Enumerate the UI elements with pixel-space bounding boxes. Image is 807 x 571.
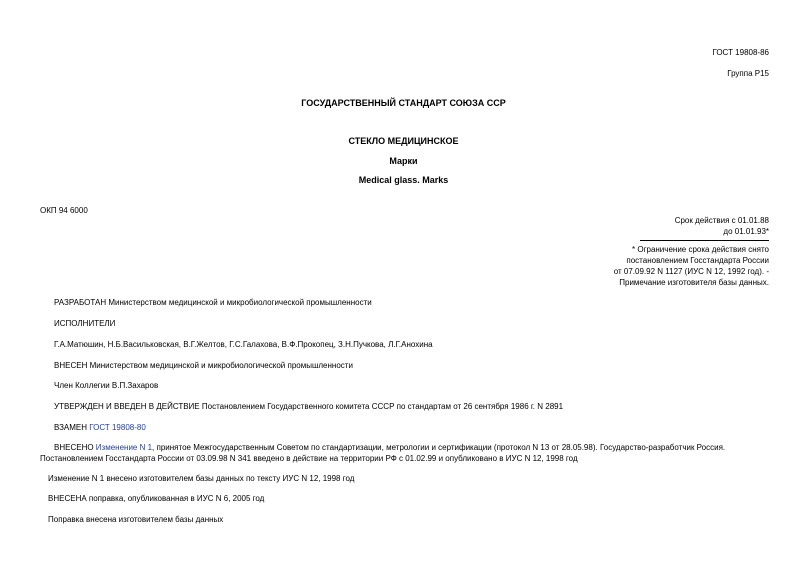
developed-by: РАЗРАБОТАН Министерством медицинской и микробиологической промышленности [54,298,372,307]
amendment-prefix: ВНЕСЕНО [54,443,96,452]
amendment-link[interactable]: Изменение N 1 [95,443,153,452]
footnote-line: постановлением Госстандарта России [626,256,769,265]
validity-from: Срок действия с 01.01.88 [674,216,769,225]
document-code: ГОСТ 19808-86 [712,48,769,57]
amendment-statement [40,442,768,464]
replaced-standard-link[interactable]: ГОСТ 19808-80 [89,423,146,432]
correction-note: ВНЕСЕНА поправка, опубликованная в ИУС N 6, 2005 год [48,494,265,503]
replaces-statement [54,422,146,433]
validity-to: до 01.01.93* [723,227,769,236]
document-group: Группа Р15 [727,69,769,78]
approved-statement: УТВЕРЖДЕН И ВВЕДЕН В ДЕЙСТВИЕ Постановлением Государственного комитета СССР по стандартам от 26 сентября 1986 г. N 2891 [54,402,564,411]
correction-applied-note: Поправка внесена изготовителем базы данных [48,515,224,524]
amendment-text: , принятое Межгосударственным Советом по стандартизации, метрологии и сертификации (протокол N 13 от 28.05.98). Государство-разработчик Россия. Постановлением Госстандарта России от 03.09.98 N 341 введено в действие на территории РФ с 01.02.99 и опубликовано в ИУС N 12, 1998 год [40,443,726,463]
footnote-divider [640,240,769,241]
footnote-line: от 07.09.92 N 1127 (ИУС N 12, 1992 год). - [613,267,769,276]
board-member: Член Коллегии В.П.Захаров [54,381,159,390]
performers-list: Г.А.Матюшин, Н.Б.Васильковская, В.Г.Желтов, Г.С.Галахова, В.Ф.Прокопец, З.Н.Пучкова, Л.Г.Анохина [54,340,433,349]
footnote-line: Примечание изготовителя базы данных. [619,278,769,287]
performers-label: ИСПОЛНИТЕЛИ [54,319,116,328]
introduced-by: ВНЕСЕН Министерством медицинской и микробиологической промышленности [54,361,353,370]
standard-title: ГОСУДАРСТВЕННЫЙ СТАНДАРТ СОЮЗА ССР [301,98,506,108]
document-title-english: Medical glass. Marks [358,175,449,185]
okp-code: ОКП 94 6000 [40,206,88,215]
replaces-prefix: ВЗАМЕН [54,423,90,432]
document-title: СТЕКЛО МЕДИЦИНСКОЕ [348,136,459,146]
document-subtitle: Марки [389,156,418,166]
footnote-line: * Ограничение срока действия снято [632,245,769,254]
amendment-note: Изменение N 1 внесено изготовителем базы данных по тексту ИУС N 12, 1998 год [48,474,355,483]
